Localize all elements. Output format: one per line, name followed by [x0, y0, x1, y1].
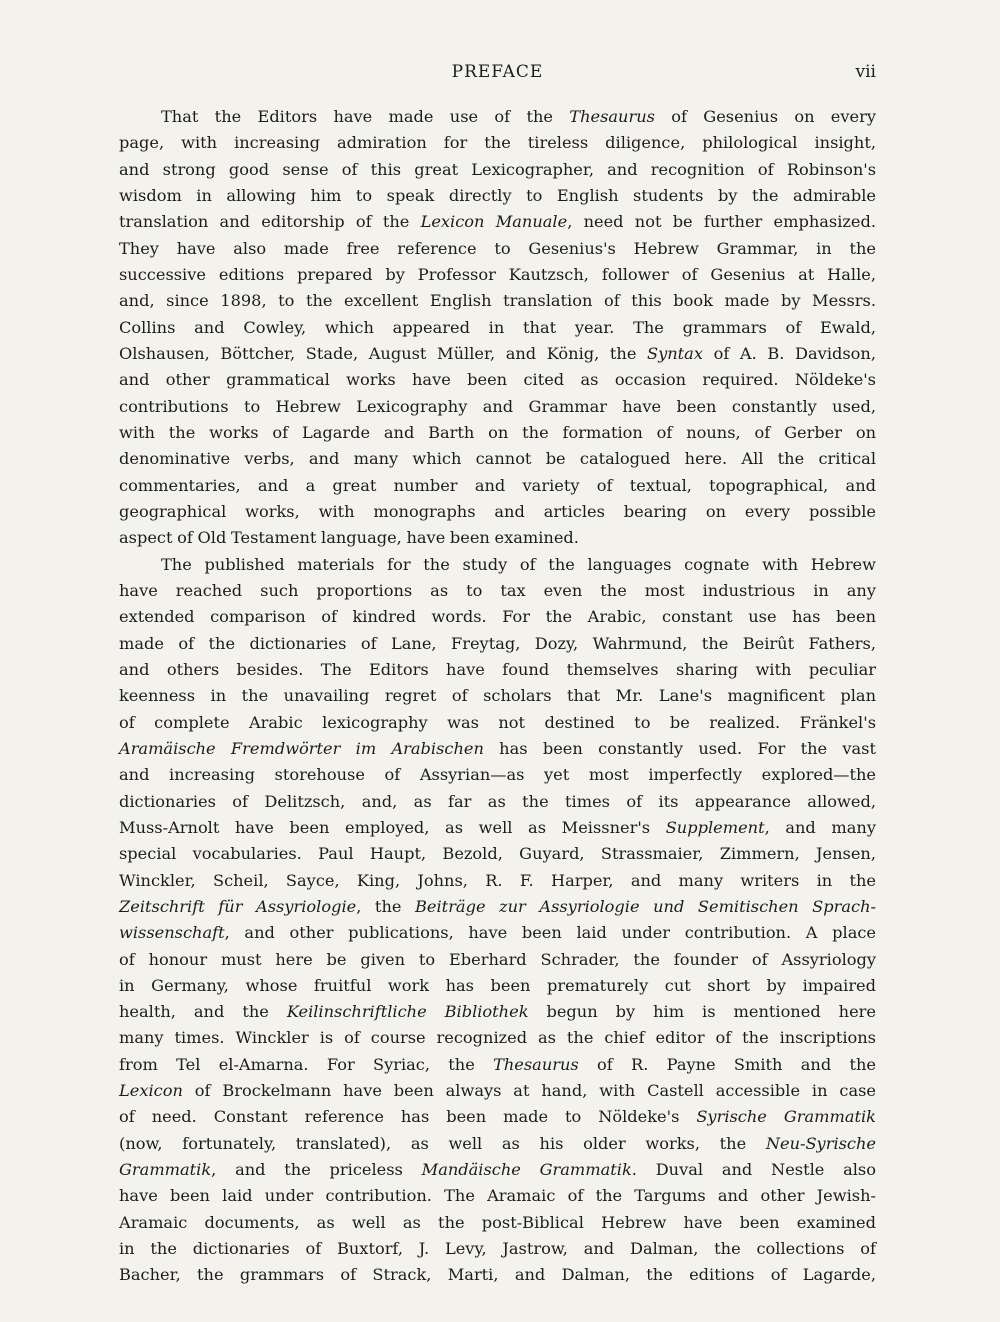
text-line: many times. Winckler is of course recognized as the chief editor of the inscriptions	[119, 1028, 876, 1048]
text-line: Aramaic documents, as well as the post-Biblical Hebrew have been examined	[119, 1212, 876, 1232]
text-line: Muss-Arnolt have been employed, as well as Meissner's Supplement, and many	[119, 817, 876, 837]
text-line: keenness in the unavailing regret of scholars that Mr. Lane's magnificent plan	[119, 686, 876, 706]
text-line: Olshausen, Böttcher, Stade, August Müller, and König, the Syntax of A. B. Davidson,	[119, 343, 876, 363]
italic-title: Lexicon Manuale	[420, 212, 568, 232]
text-line: and other grammatical works have been cited as occasion required. Nöldeke's	[119, 370, 876, 390]
text-line: contributions to Hebrew Lexicography and Grammar have been constantly used,	[119, 396, 876, 416]
page-title: PREFACE	[451, 62, 544, 82]
italic-title: Syntax	[647, 343, 703, 363]
text-line: commentaries, and a great number and variety of textual, topographical, and	[119, 475, 876, 495]
text-line: Lexicon of Brockelmann have been always at hand, with Castell accessible in case	[119, 1081, 876, 1101]
text-line: page, with increasing admiration for the tireless diligence, philological insight,	[119, 133, 876, 153]
page-number: vii	[855, 62, 876, 82]
text-line: have reached such proportions as to tax even the most industrious in any	[119, 580, 876, 600]
text-line: That the Editors have made use of the Thesaurus of Gesenius on every	[161, 107, 876, 126]
text-line: Winckler, Scheil, Sayce, King, Johns, R. F. Harper, and many writers in the	[119, 870, 876, 890]
italic-title: Thesaurus	[493, 1054, 579, 1074]
text-line: and, since 1898, to the excellent English translation of this book made by Messrs.	[119, 291, 876, 311]
text-line: in Germany, whose fruitful work has been prematurely cut short by impaired	[119, 975, 876, 995]
italic-title: Lexicon	[119, 1081, 183, 1101]
text-line: denominative verbs, and many which cannot be catalogued here. All the critical	[119, 449, 876, 469]
text-line: wissenschaft, and other publications, have been laid under contribution. A place	[119, 923, 876, 943]
running-head	[119, 62, 876, 86]
text-line: Aramäische Fremdwörter im Arabischen has been constantly used. For the vast	[119, 738, 876, 758]
text-line: They have also made free reference to Gesenius's Hebrew Grammar, in the	[119, 238, 876, 258]
text-line: in the dictionaries of Buxtorf, J. Levy, Jastrow, and Dalman, the collections of	[119, 1239, 876, 1259]
italic-title: Keilinschriftliche Bibliothek	[286, 1002, 529, 1022]
text-line: and strong good sense of this great Lexicographer, and recognition of Robinson's	[119, 159, 876, 179]
text-line: have been laid under contribution. The Aramaic of the Targums and other Jewish-	[119, 1186, 876, 1206]
text-line: successive editions prepared by Professor Kautzsch, follower of Gesenius at Halle,	[119, 264, 876, 284]
text-line: dictionaries of Delitzsch, and, as far as the times of its appearance allowed,	[119, 791, 876, 811]
text-line: (now, fortunately, translated), as well as his older works, the Neu-Syrische	[119, 1133, 876, 1153]
text-line: The published materials for the study of the languages cognate with Hebrew	[161, 554, 876, 574]
text-line: special vocabularies. Paul Haupt, Bezold, Guyard, Strassmaier, Zimmern, Jensen,	[119, 844, 876, 864]
italic-title: Aramäische Fremdwörter im Arabischen	[119, 738, 484, 758]
text-line: Collins and Cowley, which appeared in that year. The grammars of Ewald,	[119, 317, 876, 337]
italic-title: Neu-Syrische	[765, 1133, 876, 1153]
text-line: geographical works, with monographs and articles bearing on every possible	[119, 501, 876, 521]
text-line: made of the dictionaries of Lane, Freytag, Dozy, Wahrmund, the Beirût Fathers,	[119, 633, 876, 653]
text-line: and others besides. The Editors have found themselves sharing with peculiar	[119, 659, 876, 679]
italic-title: wissenschaft	[119, 923, 225, 943]
text-line: Bacher, the grammars of Strack, Marti, and Dalman, the editions of Lagarde,	[119, 1265, 876, 1285]
text-line: of complete Arabic lexicography was not destined to be realized. Fränkel's	[119, 712, 876, 732]
preface-body	[119, 104, 876, 1289]
italic-title: Supplement	[665, 817, 765, 837]
italic-title: Grammatik	[119, 1160, 212, 1180]
italic-title: Zeitschrift für Assyriologie	[119, 896, 357, 916]
text-line: wisdom in allowing him to speak directly to English students by the admirable	[119, 185, 876, 205]
italic-title: Mandäische Grammatik	[421, 1160, 632, 1180]
text-line: with the works of Lagarde and Barth on the formation of nouns, of Gerber on	[119, 422, 876, 442]
text-line: of need. Constant reference has been made to Nöldeke's Syrische Grammatik	[119, 1107, 876, 1127]
text-line: from Tel el-Amarna. For Syriac, the Thesaurus of R. Payne Smith and the	[119, 1054, 876, 1074]
italic-title: Syrische Grammatik	[696, 1107, 876, 1127]
text-line: aspect of Old Testament language, have been examined.	[119, 528, 579, 548]
text-line: and increasing storehouse of Assyrian—as yet most imperfectly explored—the	[119, 765, 876, 785]
text-line: translation and editorship of the Lexicon Manuale, need not be further emphasized.	[119, 212, 876, 232]
text-line: Zeitschrift für Assyriologie, the Beiträge zur Assyriologie und Semitischen Sprach-	[119, 896, 876, 916]
text-line: extended comparison of kindred words. For the Arabic, constant use has been	[119, 607, 876, 627]
italic-title: Beiträge zur Assyriologie und Semitischen Sprach-	[415, 896, 876, 916]
text-line: of honour must here be given to Eberhard Schrader, the founder of Assyriology	[119, 949, 876, 969]
text-line: health, and the Keilinschriftliche Bibliothek begun by him is mentioned here	[119, 1002, 876, 1022]
text-line: Grammatik, and the priceless Mandäische Grammatik. Duval and Nestle also	[119, 1160, 876, 1180]
italic-title: Thesaurus	[569, 107, 655, 126]
